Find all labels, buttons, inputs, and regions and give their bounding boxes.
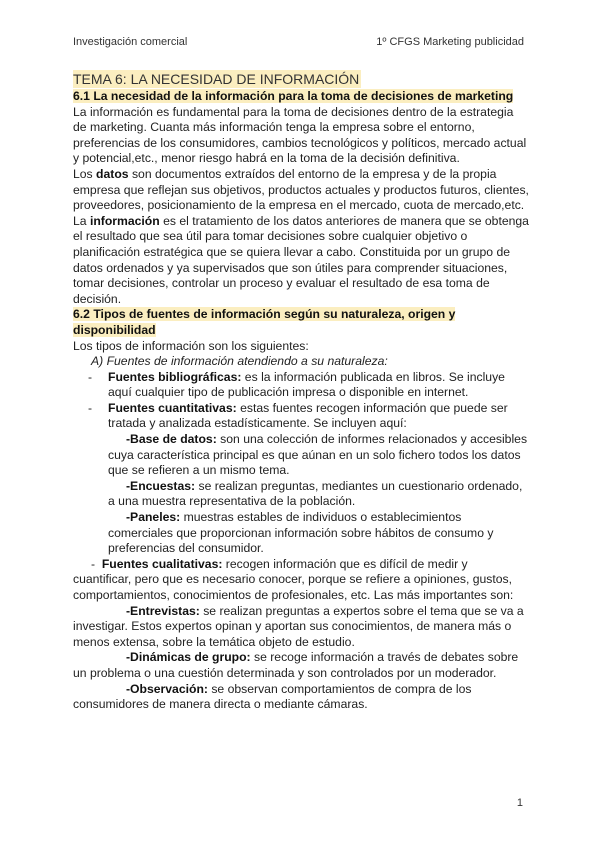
list-item-bibliograficas: - Fuentes bibliográficas: es la información publicada en libros. Se incluye aquí cualquier tipo de publicación impresa o disponible en internet. bbox=[88, 369, 505, 400]
list-item-cuantitativas: - Fuentes cuantitativas: estas fuentes recogen información que puede ser tratada y analizada estadísticamente. Se incluyen aquí: bbox=[88, 400, 508, 431]
sub-item-observacion: -Observación: se observan comportamientos de compra de los consumidores de manera directa o mediante cámaras. bbox=[73, 681, 472, 712]
section-1-paragraph-3: La información es el tratamiento de los datos anteriores de manera que se obtenga el resultado que sea útil para tomar decisiones sobre cualquier objetivo o planificación estratégica que se quiera llevar a cabo. Constituida por un grupo de datos ordenados y ya supervisados que son útiles para comprender situaciones, tomar decisiones, controlar un proceso y evaluar el resultado de esa toma de decisión. bbox=[73, 213, 529, 306]
section-2-intro: Los tipos de información son los siguientes: bbox=[73, 338, 309, 353]
page-number: 1 bbox=[516, 797, 523, 809]
sub-item-encuestas: -Encuestas: se realizan preguntas, mediantes un cuestionario ordenado, a una muestra representativa de la población. bbox=[108, 478, 523, 509]
section-2-heading: 6.2 Tipos de fuentes de información según su naturaleza, origen y disponibilidad bbox=[73, 307, 456, 337]
section-1-paragraph-1: La información es fundamental para la toma de decisiones dentro de la estrategia de marketing. Cuanta más información tenga la empresa sobre el entorno, preferencias de los consumidores, cambios tecnológicos y políticos, mercado actual y potencial,etc., menor riesgo habrá en la toma de la decisión definitiva. bbox=[73, 104, 527, 166]
sub-item-entrevistas: -Entrevistas: se realizan preguntas a expertos sobre el tema que se va a investigar. Estos expertos opinan y aportan sus conocimientos, de manera más o menos extensa, sobre la temática objeto de estudio. bbox=[73, 603, 524, 649]
section-1-heading: 6.1 La necesidad de la información para la toma de decisiones de marketing bbox=[73, 89, 514, 103]
header-left: Investigación comercial bbox=[73, 36, 188, 48]
document-body bbox=[73, 70, 529, 713]
sub-item-dinamicas: -Dinámicas de grupo: se recoge información a través de debates sobre un problema o una cuestión determinada y son controlados por un moderador. bbox=[73, 650, 519, 680]
page-title: TEMA 6: LA NECESIDAD DE INFORMACIÓN bbox=[73, 71, 360, 87]
sub-item-paneles: -Paneles: muestras estables de individuos o establecimientos comerciales que proporcionan información sobre hábitos de consumo y preferencias del consumidor. bbox=[108, 510, 494, 556]
list-item-cualitativas: - Fuentes cualitativas: recogen información que es difícil de medir y cuantificar, pero que es necesario conocer, porque se refiere a opiniones, gustos, comportamientos, conocimientos de profesionales, etc. Las más importantes son: bbox=[73, 556, 514, 602]
header-right: 1º CFGS Marketing publicidad bbox=[376, 36, 524, 48]
sub-item-base-datos: -Base de datos: son una colección de informes relacionados y accesibles cuya característica principal es que aúnan en un solo fichero todos los datos que se refieren a un mismo tema. bbox=[108, 432, 528, 478]
section-1-paragraph-2: Los datos son documentos extraídos del entorno de la empresa y de la propia empresa que reflejan sus objetivos, productos actuales y productos futuros, clientes, proveedores, posicionamiento de la empresa en el mercado, cuota de mercado,etc. bbox=[73, 166, 529, 213]
subheading-a: A) Fuentes de información atendiendo a su naturaleza: bbox=[91, 354, 388, 369]
